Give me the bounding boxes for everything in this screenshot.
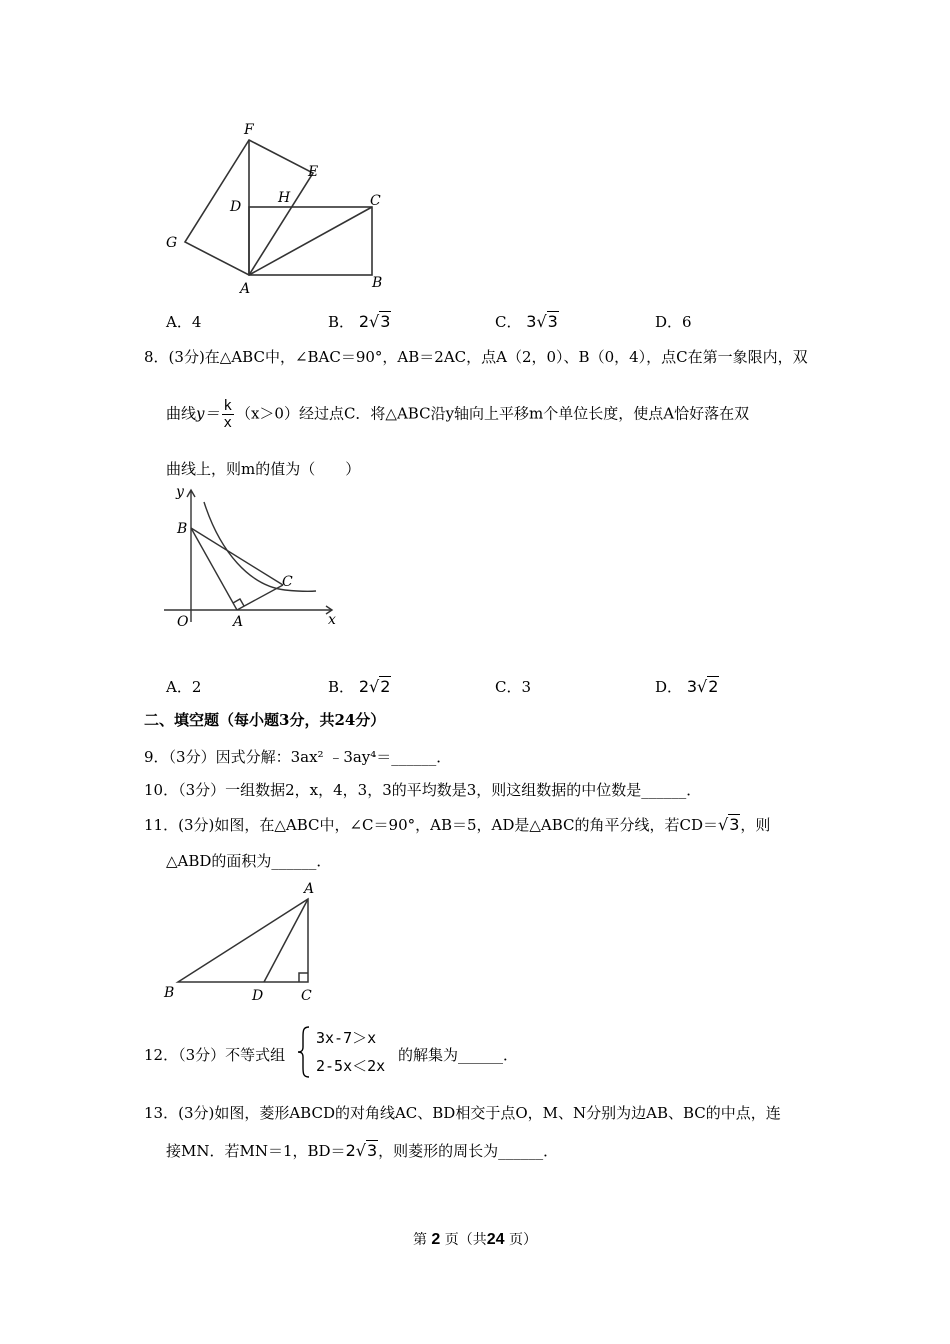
label-y: y (176, 484, 184, 500)
page-number: 2 (431, 1231, 441, 1248)
q7-option-a: A．4 (166, 313, 202, 331)
label-A: A (240, 281, 251, 297)
q8-line3: 曲线上，则m的值为（ ） (166, 460, 361, 478)
label-B: B (164, 985, 175, 1001)
q8-option-d (655, 676, 719, 697)
q9: 9．（3分）因式分解：3ax² ﹣3ay⁴＝______． (144, 748, 452, 766)
q8-line1: 8．(3分)在△ABC中，∠BAC＝90°，AB＝2AC，点A（2，0）、B（0，4），点C在第一象限内，双 (144, 348, 808, 366)
q13-line2: 接MN．若MN＝1，BD＝2√3，则菱形的周长为______． (166, 1141, 559, 1160)
label-B: B (372, 275, 383, 291)
q7-option-d: D．6 (655, 313, 692, 331)
label-B: B (177, 521, 188, 537)
q12-eq2: 2-5x＜2x (316, 1057, 386, 1075)
page-footer: 第 2 页（共24 页） (412, 1231, 538, 1248)
q8-fraction: $\frac{k}{x}$ (223, 398, 232, 431)
label-C: C (282, 574, 293, 590)
q7-option-b-sqrt: 2√3 (358, 312, 391, 331)
q8-option-b (328, 676, 391, 697)
q8-option-a: A．2 (166, 678, 202, 696)
label-C: C (370, 193, 381, 209)
q8-option-c: C．3 (495, 678, 532, 696)
q12-prefix: 12．（3分）不等式组 (144, 1046, 286, 1064)
label-x: x (328, 612, 336, 628)
q12-eq1: 3x-7＞x (316, 1029, 377, 1047)
q7-option-c-sqrt: 3√3 (526, 312, 558, 331)
q10: 10．（3分）一组数据2，x，4，3，3的平均数是3，则这组数据的中位数是______． (144, 781, 702, 799)
label-A: A (304, 881, 315, 897)
q13-sqrt: 2√3 (345, 1141, 378, 1160)
figure-q11 (160, 876, 330, 1006)
q8-option-d-sqrt: 3√2 (686, 677, 719, 696)
label-G: G (166, 235, 178, 251)
label-D: D (252, 988, 264, 1004)
q8-option-d-prefix: D． (655, 678, 683, 696)
q8-option-b-prefix: B． (328, 678, 355, 696)
q7-option-c-prefix: C． (495, 313, 522, 331)
q11-sqrt: √3 (718, 815, 740, 834)
label-O: O (177, 614, 189, 630)
label-C: C (301, 988, 312, 1004)
section-2-title: 二、填空题（每小题3分，共24分） (144, 711, 386, 729)
brace-icon (296, 1025, 312, 1079)
q13-line1: 13．(3分)如图，菱形ABCD的对角线AC、BD相交于点O，M、N分别为边AB、BC的中点，连 (144, 1104, 781, 1122)
q11-line1: 11．(3分)如图，在△ABC中，∠C＝90°，AB＝5，AD是△ABC的角平分线，若CD＝√3，则 (144, 815, 771, 834)
label-F: F (244, 122, 254, 138)
label-H: H (278, 190, 291, 206)
figure-q7 (160, 118, 400, 300)
q7-option-b-prefix: B． (328, 313, 355, 331)
label-A: A (233, 614, 244, 630)
q12-suffix: 的解集为______． (398, 1046, 519, 1064)
q11-line2: △ABD的面积为______． (166, 852, 332, 870)
q8-line2: 曲线y＝ $\frac{k}{x}$ （x＞0）经过点C．将△ABC沿y轴向上平移m个单位长度，使点A恰好落在双 (166, 398, 750, 431)
label-E: E (308, 164, 319, 180)
label-D: D (230, 199, 242, 215)
q7-option-c (495, 311, 559, 332)
q12-inequality-system (296, 1025, 406, 1079)
q8-option-b-sqrt: 2√2 (358, 677, 391, 696)
figure-q8 (160, 482, 350, 632)
q7-option-b (328, 311, 391, 332)
page-total: 24 (486, 1231, 505, 1248)
